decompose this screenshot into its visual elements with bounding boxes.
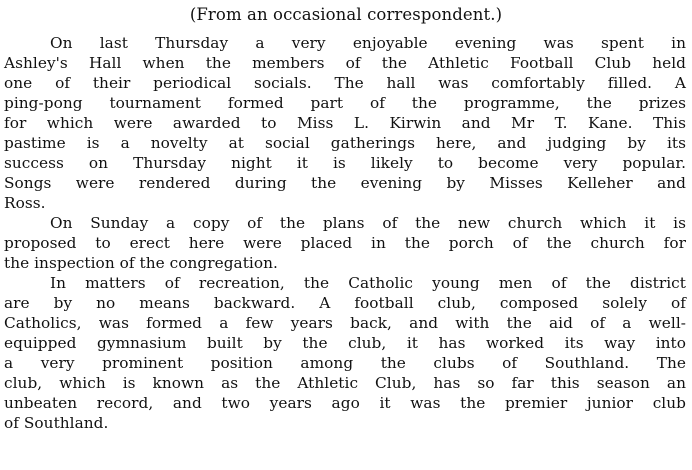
text-line: ping-pong tournament formed part of the programme, the prizes: [4, 94, 686, 112]
text-line: unbeaten record, and two years ago it was the premier junior club: [4, 394, 686, 412]
text-line: On Sunday a copy of the plans of the new church which it is: [50, 214, 686, 232]
text-line: equipped gymnasium built by the club, it has worked its way into: [4, 334, 686, 352]
text-line: success on Thursday night it is likely to become very popular.: [4, 154, 686, 172]
text-line: Ashley's Hall when the members of the Athletic Football Club held: [4, 54, 686, 72]
text-line: of Southland.: [4, 414, 109, 432]
text-line: Songs were rendered during the evening by Misses Kelleher and: [4, 174, 686, 192]
text-line: are by no means backward. A football club, composed solely of: [4, 294, 686, 312]
text-line: proposed to erect here were placed in the porch of the church for: [4, 234, 686, 252]
text-line: the inspection of the congregation.: [4, 254, 278, 272]
text-line: for which were awarded to Miss L. Kirwin and Mr T. Kane. This: [4, 114, 686, 132]
text-line: one of their periodical socials. The hall was comfortably filled. A: [4, 74, 686, 92]
text-line: pastime is a novelty at social gatherings here, and judging by its: [4, 134, 686, 152]
byline: (From an occasional correspondent.): [189, 5, 503, 24]
text-line: Catholics, was formed a few years back, and with the aid of a well-: [4, 314, 686, 332]
text-line: a very prominent position among the clubs of Southland. The: [4, 354, 686, 372]
text-line: On last Thursday a very enjoyable evening was spent in: [50, 34, 686, 52]
text-line: Ross.: [4, 194, 46, 212]
text-line: In matters of recreation, the Catholic young men of the district: [50, 274, 686, 292]
text-line: club, which is known as the Athletic Club, has so far this season an: [4, 374, 686, 392]
